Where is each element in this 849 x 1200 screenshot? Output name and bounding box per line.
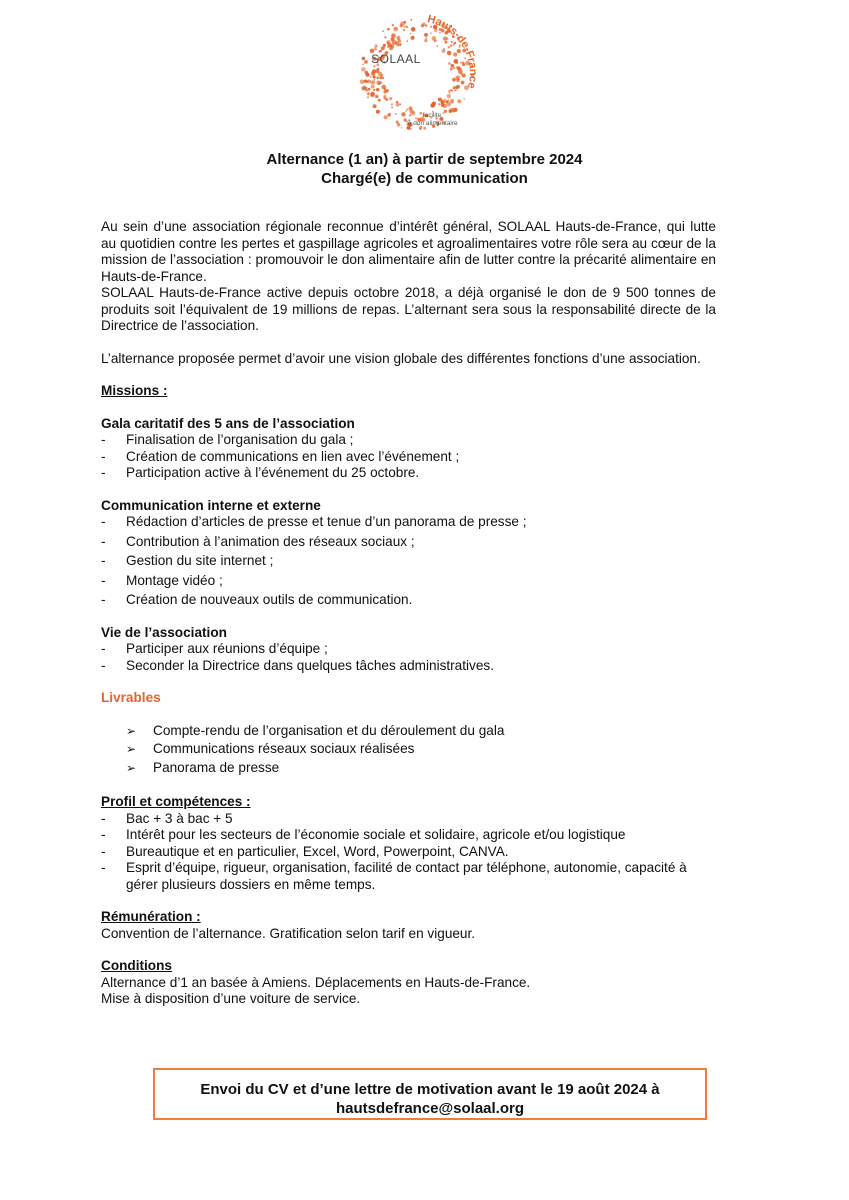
intro-paragraph-2: SOLAAL Hauts-de-France active depuis octobre 2018, a déjà organisé le don de 9 500 tonnes de produits soit l’équivalent de 19 millions de repas. L’alternant sera sous la responsabilité directe de la Directrice de l’association. (101, 285, 716, 333)
gala-heading: Gala caritatif des 5 ans de l’association (101, 415, 355, 431)
logo-wordmark: SOLAAL (371, 52, 421, 66)
list-item: - Bac + 3 à bac + 5 (101, 810, 233, 826)
conditions-line-1: Alternance d’1 an basée à Amiens. Déplacements en Hauts-de-France. (101, 974, 531, 990)
livrables-list (101, 723, 716, 777)
job-description (101, 219, 716, 1008)
list-item: - Seconder la Directrice dans quelques tâches administratives. (101, 657, 494, 673)
profil-heading: Profil et compétences : (101, 794, 251, 809)
list-item: ➢ Communications réseaux sociaux réalisées (126, 741, 415, 756)
gala-list (101, 432, 716, 482)
communication-list (101, 514, 716, 609)
arrow-bullet-icon: ➢ (126, 742, 137, 756)
list-item: - Montage vidéo ; (101, 572, 223, 588)
intro-paragraph-3: L’alternance proposée permet d’avoir une vision globale des différentes fonctions d’une association. (101, 350, 701, 366)
arrow-bullet-icon: ➢ (126, 760, 137, 775)
job-title-line-2: Chargé(e) de communication (321, 170, 528, 187)
conditions-heading: Conditions (101, 958, 172, 973)
list-item: - Bureautique et en particulier, Excel, Word, Powerpoint, CANVA. (101, 843, 509, 859)
list-item: - Finalisation de l’organisation du gala ; (101, 432, 354, 447)
profil-list (101, 811, 716, 894)
svg-text:Hauts-de-France (426, 13, 479, 90)
list-item: - Esprit d’équipe, rigueur, organisation, facilité de contact par téléphone, autonomie, capacité à gérer plusieurs dossiers en même temps. (101, 860, 687, 892)
livrables-heading: Livrables (101, 690, 161, 705)
list-item: - Participer aux réunions d’équipe ; (101, 641, 328, 656)
application-contact-box (153, 1068, 707, 1120)
job-title-line-1: Alternance (1 an) à partir de septembre 2024 (266, 151, 583, 168)
list-item: - Intérêt pour les secteurs de l’économie sociale et solidaire, agricole et/ou logistique (101, 827, 626, 842)
missions-heading: Missions : (101, 383, 168, 398)
intro-paragraph-1: Au sein d’une association régionale reconnue d’intérêt général, SOLAAL Hauts-de-France, qui lutte au quotidien contre les pertes et gaspillage agricoles et agroalimentaires votre rôle sera au cœur de la mission de l’association : promouvoir le don alimentaire afin de lutter contre la précarité alimentaire en Hauts-de-France. (101, 219, 716, 284)
arrow-bullet-icon: ➢ (126, 723, 137, 738)
list-item: - Création de nouveaux outils de communication. (101, 592, 413, 607)
conditions-line-2: Mise à disposition d’une voiture de service. (101, 991, 361, 1006)
contact-email[interactable]: hautsdefrance@solaal.org (335, 1100, 524, 1117)
list-item: - Participation active à l’événement du 25 octobre. (101, 465, 420, 480)
remuneration-heading: Rémunération : (101, 909, 201, 924)
remuneration-text: Convention de l’alternance. Gratification selon tarif en vigueur. (101, 925, 476, 941)
list-item: - Rédaction d’articles de presse et tenue d’un panorama de presse ; (101, 514, 527, 529)
list-item: ➢ Panorama de presse (126, 759, 280, 775)
vie-heading: Vie de l’association (101, 624, 227, 640)
logo-region: Hauts-de-France (426, 13, 479, 90)
vie-list (101, 641, 716, 674)
logo-tagline (402, 112, 462, 128)
list-item: - Création de communications en lien avec l’événement ; (101, 448, 460, 464)
contact-instruction: Envoi du CV et d’une lettre de motivation avant le 19 août 2024 à (200, 1081, 660, 1098)
list-item: - Gestion du site internet ; (101, 553, 274, 568)
logo-tagline-2: le don alimentaire (406, 120, 458, 127)
logo-tagline-1: facilite (422, 112, 442, 119)
list-item: ➢ Compte-rendu de l’organisation et du déroulement du gala (126, 722, 505, 738)
list-item: - Contribution à l’animation des réseaux sociaux ; (101, 533, 415, 549)
communication-heading: Communication interne et externe (101, 497, 321, 513)
